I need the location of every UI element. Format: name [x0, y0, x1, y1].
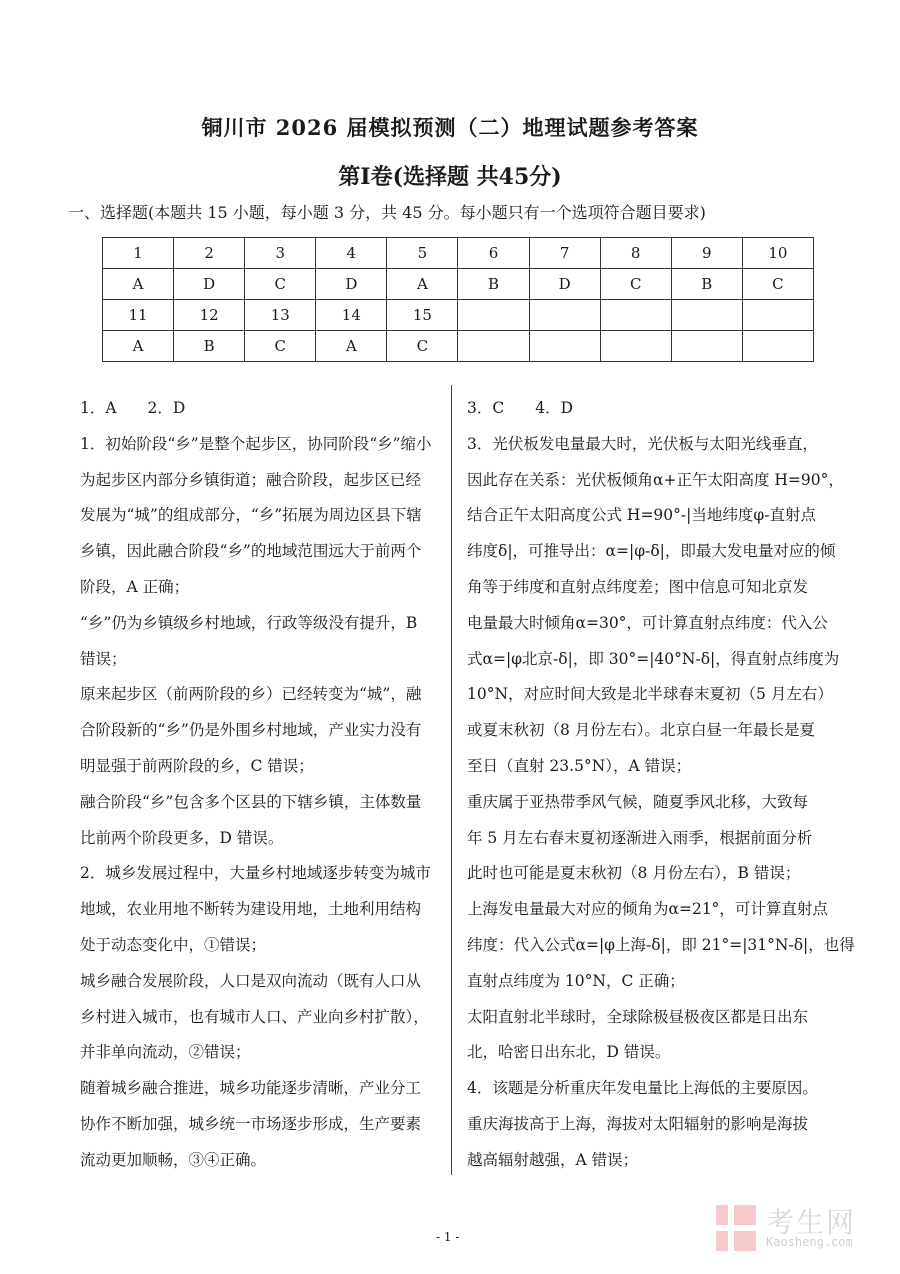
text-line: 重庆属于亚热带季风气候，随夏季风北移，大致每	[467, 792, 809, 811]
text-line: 电量最大时倾角α=30°，可计算直射点纬度：代入公	[467, 613, 828, 632]
page-number: - 1 -	[436, 1230, 460, 1244]
text-line: 10°N，对应时间大致是北半球春末夏初（5 月左右）	[467, 685, 833, 704]
text-line: 年 5 月左右春末夏初逐渐进入雨季，根据前面分析	[467, 828, 813, 847]
watermark-url: Kaosheng.com	[766, 1235, 853, 1249]
text-line: 并非单向流动，②错误；	[80, 1043, 251, 1062]
answer-row	[103, 331, 814, 362]
text-line: 纬度：代入公式α=|φ上海-δ|，即 21°=|31°N-δ|，也得	[467, 935, 855, 954]
text-line: 处于动态变化中，①错误；	[80, 935, 267, 954]
text-line: 为起步区内部分乡镇街道；融合阶段，起步区已经	[80, 470, 422, 489]
table-cell: D	[174, 269, 245, 300]
table-cell: D	[529, 269, 600, 300]
text-line: 比前两个阶段更多，D 错误。	[80, 828, 284, 847]
text-line: 结合正午太阳高度公式 H=90°-|当地纬度φ-直射点	[467, 506, 816, 525]
table-cell: A	[103, 331, 174, 362]
watermark-text: 考生网	[766, 1206, 857, 1239]
text-line: 式α=|φ北京-δ|，即 30°=|40°N-δ|，得直射点纬度为	[467, 649, 840, 668]
text-line: 3．光伏板发电量最大时，光伏板与太阳光线垂直，	[467, 434, 818, 453]
table-cell: A	[103, 269, 174, 300]
table-cell: 11	[103, 300, 174, 331]
text-line: 原来起步区（前两阶段的乡）已经转变为“城”，融	[80, 685, 422, 704]
text-line: 1．初始阶段“乡”是整个起步区，协同阶段“乡”缩小	[80, 434, 432, 453]
text-line: 此时也可能是夏末秋初（8 月份左右），B 错误；	[467, 864, 801, 883]
table-cell	[458, 300, 529, 331]
kaosheng-logo-icon	[716, 1205, 756, 1251]
text-line: 地域，农业用地不断转为建设用地，土地利用结构	[80, 900, 422, 919]
table-cell: 4	[316, 238, 387, 269]
text-line: 融合阶段“乡”包含多个区县的下辖乡镇，主体数量	[80, 792, 422, 811]
text-line: 因此存在关系：光伏板倾角α+正午太阳高度 H=90°，	[467, 470, 844, 489]
text-line: 流动更加顺畅，③④正确。	[80, 1150, 267, 1169]
text-line: 越高辐射越强，A 错误；	[467, 1150, 639, 1169]
text-line: “乡”仍为乡镇级乡村地域，行政等级没有提升，B	[80, 613, 418, 632]
text-line: 北，哈密日出东北，D 错误。	[467, 1043, 671, 1062]
table-cell: C	[387, 331, 458, 362]
text-line: 3．C 4．D	[467, 399, 574, 417]
text-line: 上海发电量最大对应的倾角为α=21°，可计算直射点	[467, 900, 828, 919]
text-line: 4．该题是分析重庆年发电量比上海低的主要原因。	[467, 1079, 818, 1098]
text-line: 重庆海拔高于上海，海拔对太阳辐射的影响是海拔	[467, 1114, 809, 1133]
text-line: 1．A 2．D	[80, 399, 186, 417]
part-title: 第Ⅰ卷(选择题 共45分)	[338, 164, 562, 190]
text-line: 城乡融合发展阶段，人口是双向流动（既有人口从	[80, 971, 422, 990]
table-cell: B	[671, 269, 742, 300]
text-line: 角等于纬度和直射点纬度差；图中信息可知北京发	[467, 577, 809, 596]
text-line: 2．城乡发展过程中，大量乡村地域逐步转变为城市	[80, 864, 431, 883]
table-cell	[529, 300, 600, 331]
table-cell: 14	[316, 300, 387, 331]
table-cell: 7	[529, 238, 600, 269]
text-line: 太阳直射北半球时，全球除极昼极夜区都是日出东	[467, 1007, 809, 1026]
table-cell: 13	[245, 300, 316, 331]
table-cell: 3	[245, 238, 316, 269]
table-cell: 10	[742, 238, 813, 269]
table-cell: 8	[600, 238, 671, 269]
text-line: 协作不断加强，城乡统一市场逐步形成，生产要素	[80, 1114, 422, 1133]
table-cell	[742, 300, 813, 331]
table-cell: 12	[174, 300, 245, 331]
table-cell	[671, 331, 742, 362]
text-line: 至日（直射 23.5°N），A 错误；	[467, 756, 692, 775]
table-cell: 9	[671, 238, 742, 269]
table-cell	[458, 331, 529, 362]
table-cell: C	[742, 269, 813, 300]
table-cell: 5	[387, 238, 458, 269]
text-line: 直射点纬度为 10°N，C 正确；	[467, 971, 685, 990]
text-line: 阶段，A 正确；	[80, 577, 190, 596]
table-cell: B	[174, 331, 245, 362]
document-title: 铜川市 2026 届模拟预测（二）地理试题参考答案	[201, 115, 699, 140]
text-line: 乡镇，因此融合阶段“乡”的地域范围远大于前两个	[80, 542, 422, 561]
table-cell	[529, 331, 600, 362]
text-line: 或夏末秋初（8 月份左右）。北京白昼一年最长是夏	[467, 721, 816, 740]
table-cell: A	[316, 331, 387, 362]
section-heading: 一、选择题(本题共 15 小题，每小题 3 分，共 45 分。每小题只有一个选项符合题目要求)	[68, 203, 706, 222]
text-line: 错误；	[80, 649, 127, 668]
text-line: 明显强于前两阶段的乡，C 错误；	[80, 756, 314, 775]
text-line: 乡村进入城市，也有城市人口、产业向乡村扩散），	[80, 1007, 429, 1026]
answer-row	[103, 269, 814, 300]
table-cell: 6	[458, 238, 529, 269]
table-cell: C	[600, 269, 671, 300]
table-cell: B	[458, 269, 529, 300]
answer-table	[102, 237, 814, 362]
table-cell	[742, 331, 813, 362]
table-cell: A	[387, 269, 458, 300]
table-cell: D	[316, 269, 387, 300]
table-cell	[600, 331, 671, 362]
text-line: 合阶段新的“乡”仍是外围乡村地域，产业实力没有	[80, 721, 422, 740]
text-line: 发展为“城”的组成部分，“乡”拓展为周边区县下辖	[80, 506, 422, 525]
column-divider	[451, 385, 452, 1175]
question-number-row	[103, 300, 814, 331]
watermark-logo	[716, 1205, 876, 1257]
left-column	[80, 391, 438, 1179]
table-cell: 2	[174, 238, 245, 269]
table-cell: C	[245, 269, 316, 300]
table-cell: 15	[387, 300, 458, 331]
table-cell: C	[245, 331, 316, 362]
text-line: 随着城乡融合推进，城乡功能逐步清晰，产业分工	[80, 1079, 422, 1098]
text-line: 纬度δ|，可推导出：α=|φ-δ|，即最大发电量对应的倾	[467, 542, 836, 561]
table-cell: 1	[103, 238, 174, 269]
right-column	[467, 391, 855, 1179]
table-cell	[600, 300, 671, 331]
table-cell	[671, 300, 742, 331]
question-number-row	[103, 238, 814, 269]
